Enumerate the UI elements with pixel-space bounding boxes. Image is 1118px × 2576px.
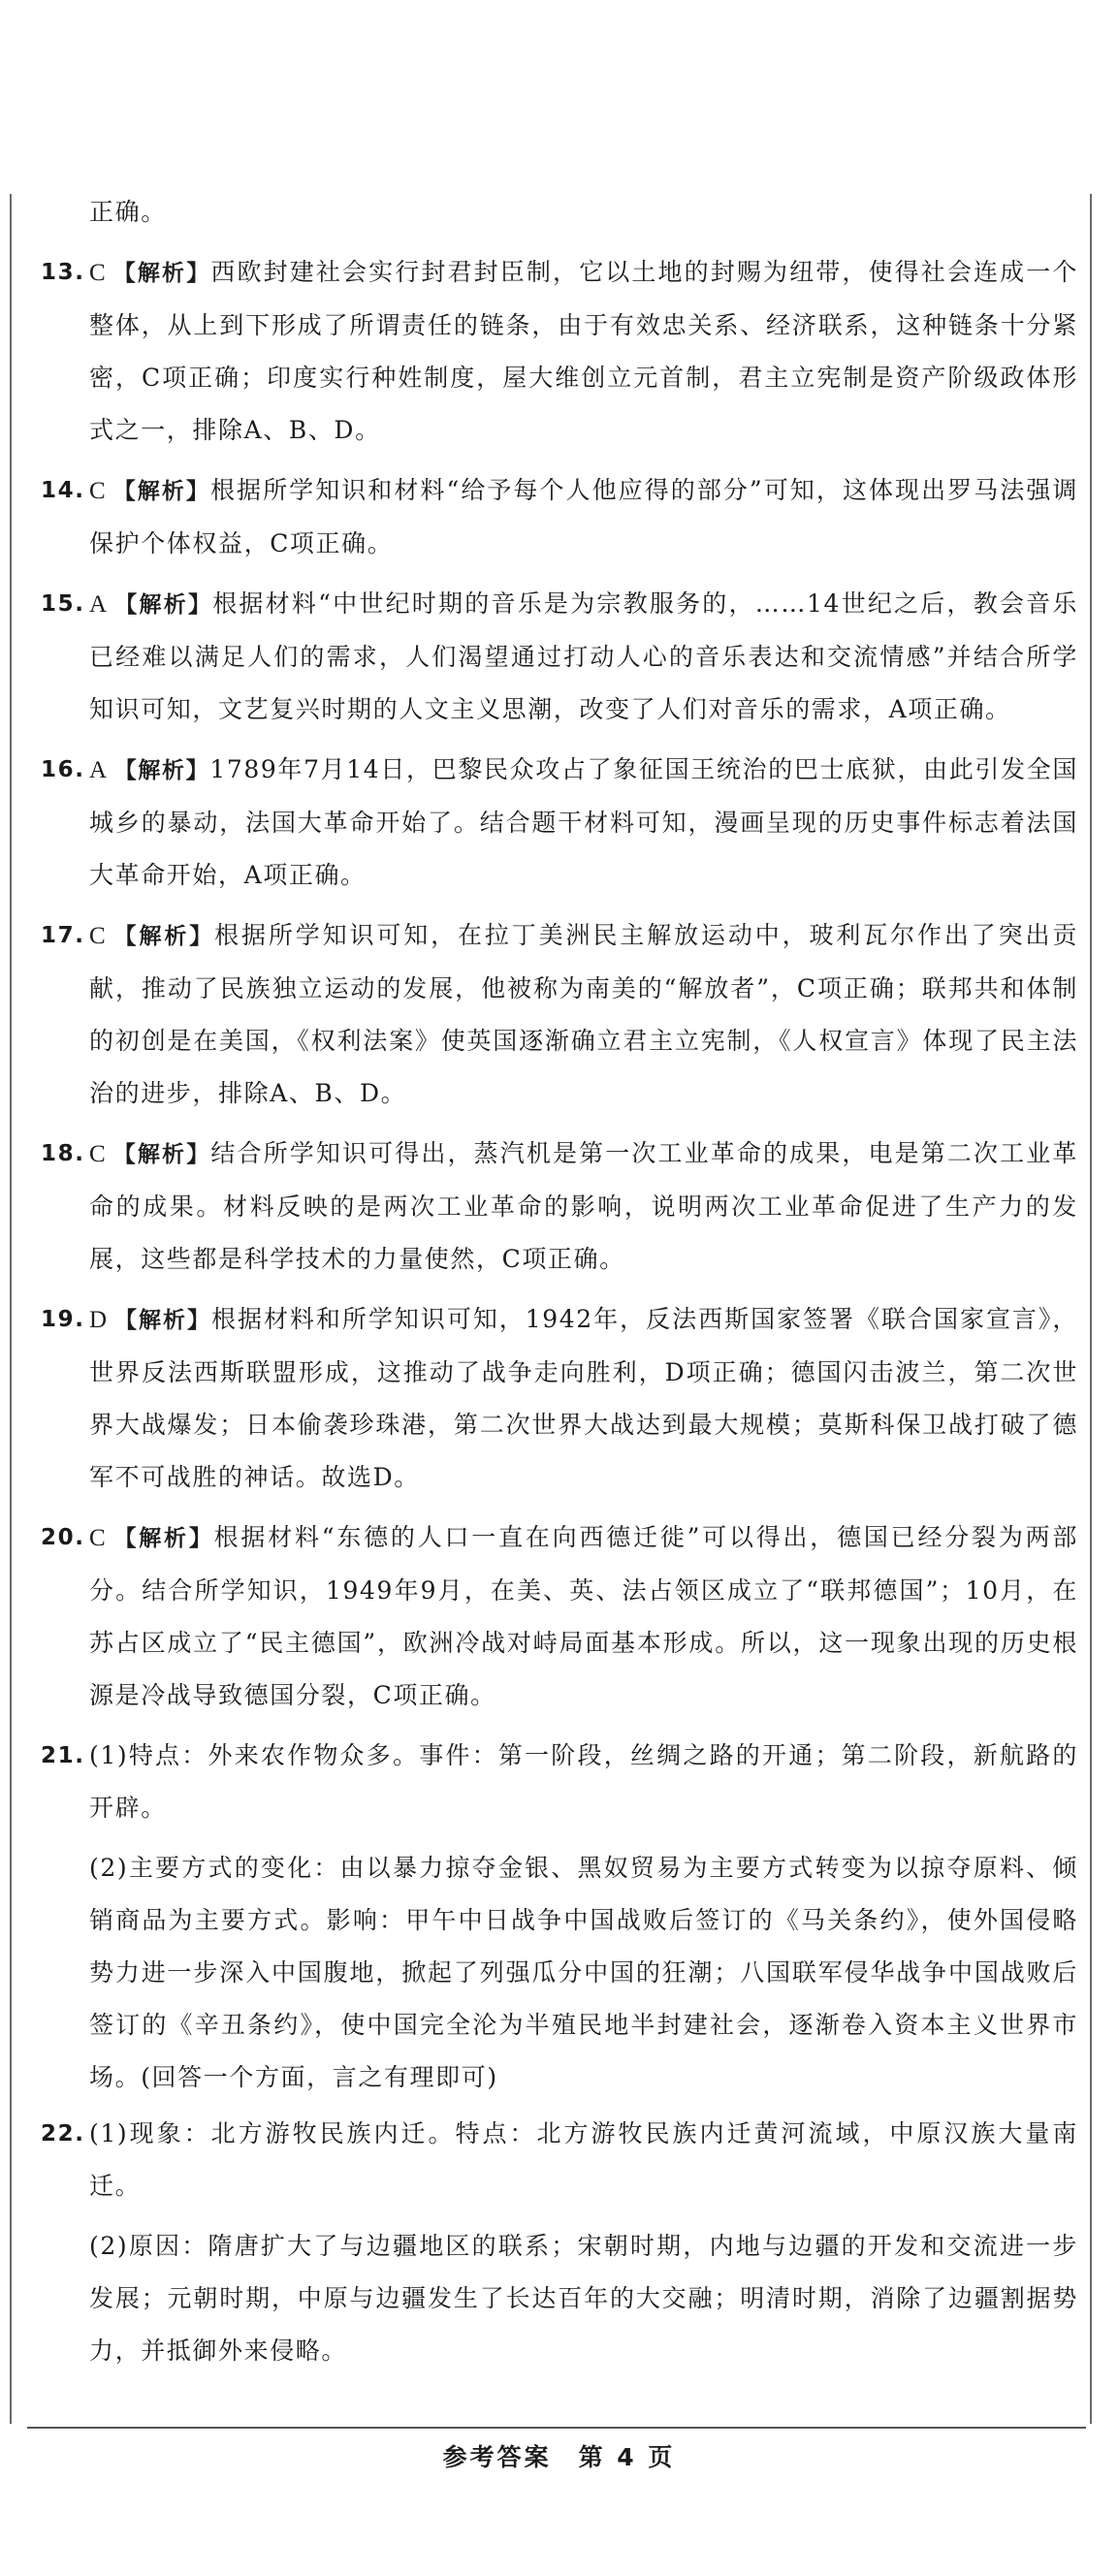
item-number: 19. [41,1307,85,1332]
item-number: 20. [41,1525,85,1550]
item-number: 17. [41,923,85,948]
item-21-part-2: (2)主要方式的变化：由以暴力掠夺金银、黑奴贸易为主要方式转变为以掠夺原料、倾销商品为主要方式。影响：甲午中日战争中国战败后签订的《马关条约》，使外国侵略势力进一步深入中国腹地，掀起了列强瓜分中国的狂潮；八国联军侵华战争中国战败后签订的《辛丑条约》，使中国完全沦为半殖民地半封建社会，逐渐卷入资本主义世界市场。(回答一个方面，言之有理即可) [89,1854,1078,2091]
analysis-text: 1789年7月14日，巴黎民众攻占了象征国王统治的巴士底狱，由此引发全国城乡的暴动，法国大革命开始了。结合题干材料可知，漫画呈现的历史事件标志着法国大革命开始，A项正确。 [89,755,1078,889]
analysis-tag: 【解析】 [112,479,210,504]
analysis-tag: 【解析】 [112,1526,214,1551]
item-number: 16. [41,757,85,782]
item-number: 21. [41,1743,85,1768]
analysis-text: 根据所学知识可知，在拉丁美洲民主解放运动中，玻利瓦尔作出了突出贡献，推动了民族独立运动的发展，他被称为南美的“解放者”，C项正确；联邦共和体制的初创是在美国，《权利法案》使英国逐渐确立君主立宪制，《人权宣言》体现了民主法治的进步，排除A、B、D。 [89,921,1079,1107]
analysis-text: 西欧封建社会实行封君封臣制，它以土地的封赐为纽带，使得社会连成一个整体，从上到下形成了所谓责任的链条，由于有效忠关系、经济联系，这种链条十分紧密，C项正确；印度实行种姓制度，屋大维创立元首制，君主立宪制是资产阶级政体形式之一，排除A、B、D。 [89,258,1078,444]
analysis-text: 结合所学知识可得出，蒸汽机是第一次工业革命的成果，电是第二次工业革命的成果。材料反映的是两次工业革命的影响，说明两次工业革命促进了生产力的发展，这些都是科学技术的力量使然，C项正确。 [89,1139,1078,1273]
bottom-border-line [27,2427,1086,2429]
answer-items [41,246,1078,1722]
item-answer: C [89,1141,108,1167]
answer-content [41,186,1078,2381]
continuation-text: 正确。 [89,198,167,226]
answer-item [41,1293,1078,1504]
item-answer: D [89,1307,109,1333]
answer-item-22 [41,2108,1078,2212]
item-answer: C [89,478,108,504]
item-number: 15. [41,591,85,617]
analysis-tag: 【解析】 [113,1308,211,1333]
analysis-text: 根据所学知识和材料“给予每个人他应得的部分”可知，这体现出罗马法强调保护个体权益，C项正确。 [89,476,1078,557]
item-number: 14. [41,478,85,503]
analysis-text: 根据材料“中世纪时期的音乐是为宗教服务的，……14世纪之后，教会音乐已经难以满足人们的需求，人们渴望通过打动人心的音乐表达和交流情感”并结合所学知识可知，文艺复兴时期的人文主义思潮，改变了人们对音乐的需求，A项正确。 [89,589,1079,723]
right-border-line [1090,194,1092,2424]
analysis-text: 根据材料“东德的人口一直在向西德迁徙”可以得出，德国已经分裂为两部分。结合所学知识，1949年9月，在美、英、法占领区成立了“联邦德国”；10月，在苏占区成立了“民主德国”，欧洲冷战对峙局面基本形成。所以，这一现象出现的历史根源是冷战导致德国分裂，C项正确。 [89,1523,1078,1709]
left-border-line [10,194,12,2424]
item-answer: C [89,1525,108,1551]
item-22-part-2: (2)原因：隋唐扩大了与边疆地区的联系；宋朝时期，内地与边疆的开发和交流进一步发展；元朝时期，中原与边疆发生了长达百年的大交融；明清时期，消除了边疆割据势力，并抵御外来侵略。 [89,2232,1078,2365]
analysis-text: 根据材料和所学知识可知，1942年，反法西斯国家签署《联合国家宣言》，世界反法西斯联盟形成，这推动了战争走向胜利，D项正确；德国闪击波兰，第二次世界大战爆发；日本偷袭珍珠港，第二次世界大战达到最大规模；莫斯科保卫战打破了德军不可战胜的神话。故选D。 [89,1305,1078,1491]
answer-item [41,578,1078,736]
item-number: 22. [41,2121,85,2147]
answer-item [41,909,1078,1120]
answer-item [41,744,1078,902]
analysis-tag: 【解析】 [113,592,213,618]
answer-item [41,246,1078,457]
analysis-tag: 【解析】 [112,924,215,949]
item-answer: A [89,591,109,618]
answer-item [41,1511,1078,1722]
analysis-tag: 【解析】 [112,261,211,286]
page-footer: 参考答案 第 4 页 [442,2443,676,2471]
item-answer: A [89,757,109,783]
analysis-tag: 【解析】 [112,1142,211,1167]
item-part-1: (1)现象：北方游牧民族内迁。特点：北方游牧民族内迁黄河流域，中原汉族大量南迁。 [89,2119,1078,2200]
analysis-tag: 【解析】 [113,758,210,783]
answer-item-21 [41,1730,1078,1834]
item-answer: C [89,923,108,949]
item-answer: C [89,260,108,286]
item-part-1: (1)特点：外来农作物众多。事件：第一阶段，丝绸之路的开通；第二阶段，新航路的开辟。 [89,1741,1078,1822]
answer-item [41,464,1078,570]
item-number: 18. [41,1141,85,1166]
answer-item [41,1128,1078,1286]
item-number: 13. [41,260,85,285]
